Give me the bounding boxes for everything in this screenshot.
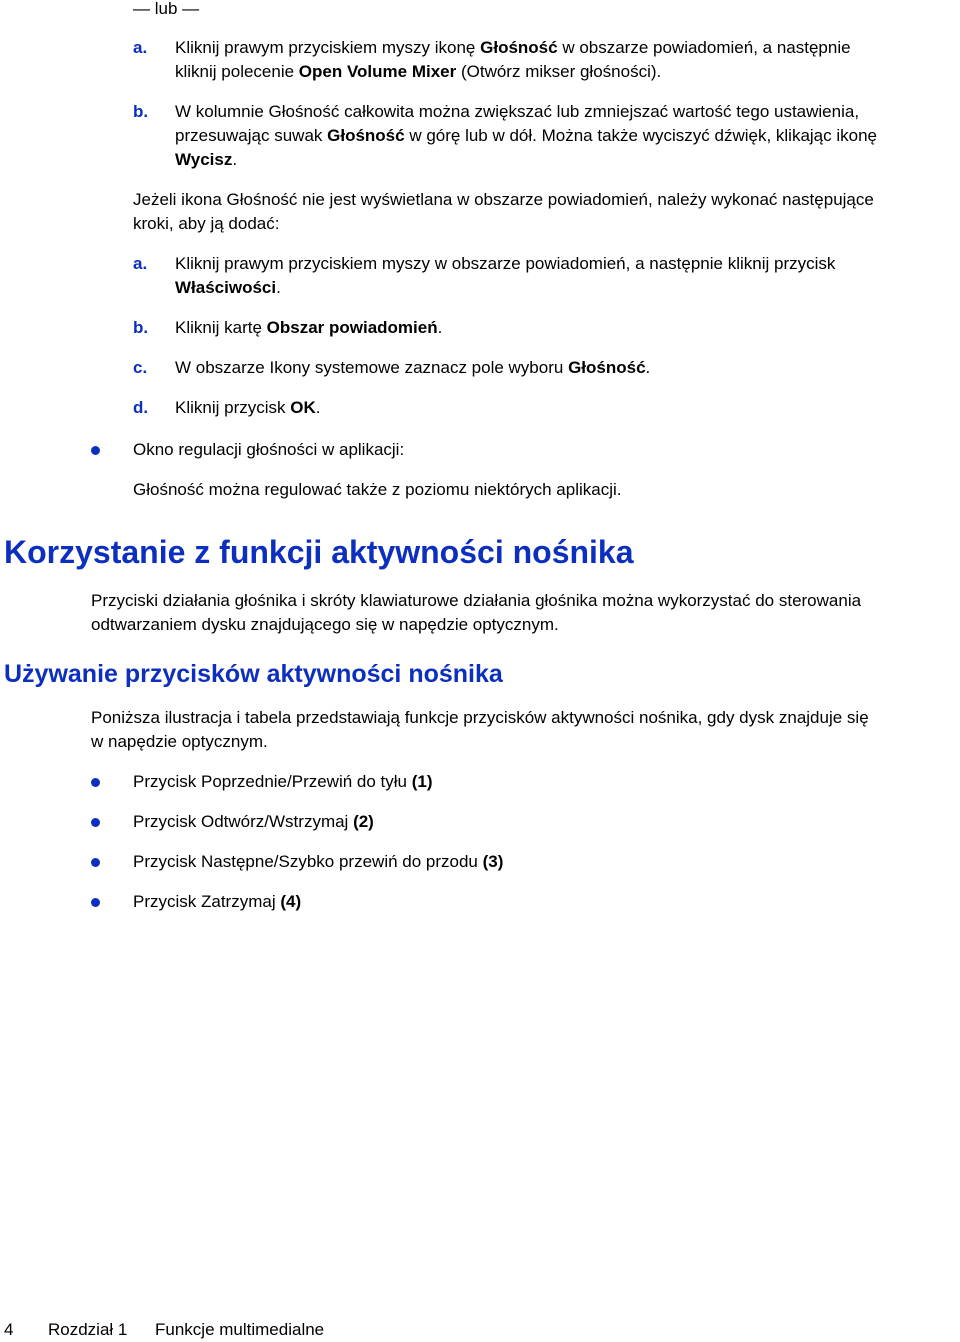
step-c2-line: W obszarze Ikony systemowe zaznacz pole wyboru Głośność.	[175, 358, 651, 377]
paragraph-app-volume: Głośność można regulować także z poziomu niektórych aplikacji.	[133, 480, 622, 499]
list-item: Przycisk Poprzednie/Przewiń do tyłu (1)	[133, 772, 433, 791]
step-a2-line2: Właściwości.	[175, 278, 281, 297]
bullet-icon	[91, 778, 100, 787]
footer-chapter-title: Funkcje multimedialne	[155, 1320, 325, 1339]
step-b1-line2: przesuwając suwak Głośność w górę lub w dół. Można także wyciszyć dźwięk, klikając ikonę	[175, 126, 877, 145]
step-d2-line: Kliknij przycisk OK.	[175, 398, 321, 417]
step-letter: b.	[133, 318, 149, 337]
alternative-separator: — lub —	[133, 0, 200, 18]
bullet-icon	[91, 898, 100, 907]
paragraph-icon-missing-line1: Jeżeli ikona Głośność nie jest wyświetlana w obszarze powiadomień, należy wykonać następujące	[133, 190, 874, 209]
footer-chapter: Rozdział 1	[48, 1320, 128, 1339]
paragraph-icon-missing-line2: kroki, aby ją dodać:	[133, 214, 280, 233]
list-item: Przycisk Zatrzymaj (4)	[133, 892, 302, 911]
bullet-icon	[91, 446, 100, 455]
bullet-icon	[91, 858, 100, 867]
paragraph-buttons-line2: w napędzie optycznym.	[91, 732, 268, 751]
step-letter: d.	[133, 398, 149, 417]
step-letter: c.	[133, 358, 148, 377]
step-b1-line1: W kolumnie Głośność całkowita można zwiększać lub zmniejszać wartość tego ustawienia,	[175, 102, 860, 121]
step-a2-line1: Kliknij prawym przyciskiem myszy w obszarze powiadomień, a następnie kliknij przycisk	[175, 254, 836, 273]
step-b2-line: Kliknij kartę Obszar powiadomień.	[175, 318, 443, 337]
page-number: 4	[4, 1320, 14, 1339]
step-letter: b.	[133, 102, 149, 121]
paragraph-buttons-line1: Poniższa ilustracja i tabela przedstawiają funkcje przycisków aktywności nośnika, gdy dysk znajduje się	[91, 708, 869, 727]
step-a1-line1: Kliknij prawym przyciskiem myszy ikonę Głośność w obszarze powiadomień, a następnie	[175, 38, 851, 57]
step-letter: a.	[133, 254, 148, 273]
paragraph-media-line2: odtwarzaniem dysku znajdującego się w napędzie optycznym.	[91, 615, 559, 634]
bullet-icon	[91, 818, 100, 827]
step-letter: a.	[133, 38, 148, 57]
list-item: Przycisk Następne/Szybko przewiń do przodu (3)	[133, 852, 504, 871]
section-heading: Korzystanie z funkcji aktywności nośnika	[4, 534, 634, 570]
bullet-app-volume: Okno regulacji głośności w aplikacji:	[133, 440, 405, 459]
step-b1-line3: Wycisz.	[175, 150, 238, 169]
step-a1-line2: kliknij polecenie Open Volume Mixer (Otwórz mikser głośności).	[175, 62, 662, 81]
list-item: Przycisk Odtwórz/Wstrzymaj (2)	[133, 812, 374, 831]
paragraph-media-line1: Przyciski działania głośnika i skróty klawiaturowe działania głośnika można wykorzystać do sterowania	[91, 591, 862, 610]
subsection-heading: Używanie przycisków aktywności nośnika	[4, 660, 503, 688]
